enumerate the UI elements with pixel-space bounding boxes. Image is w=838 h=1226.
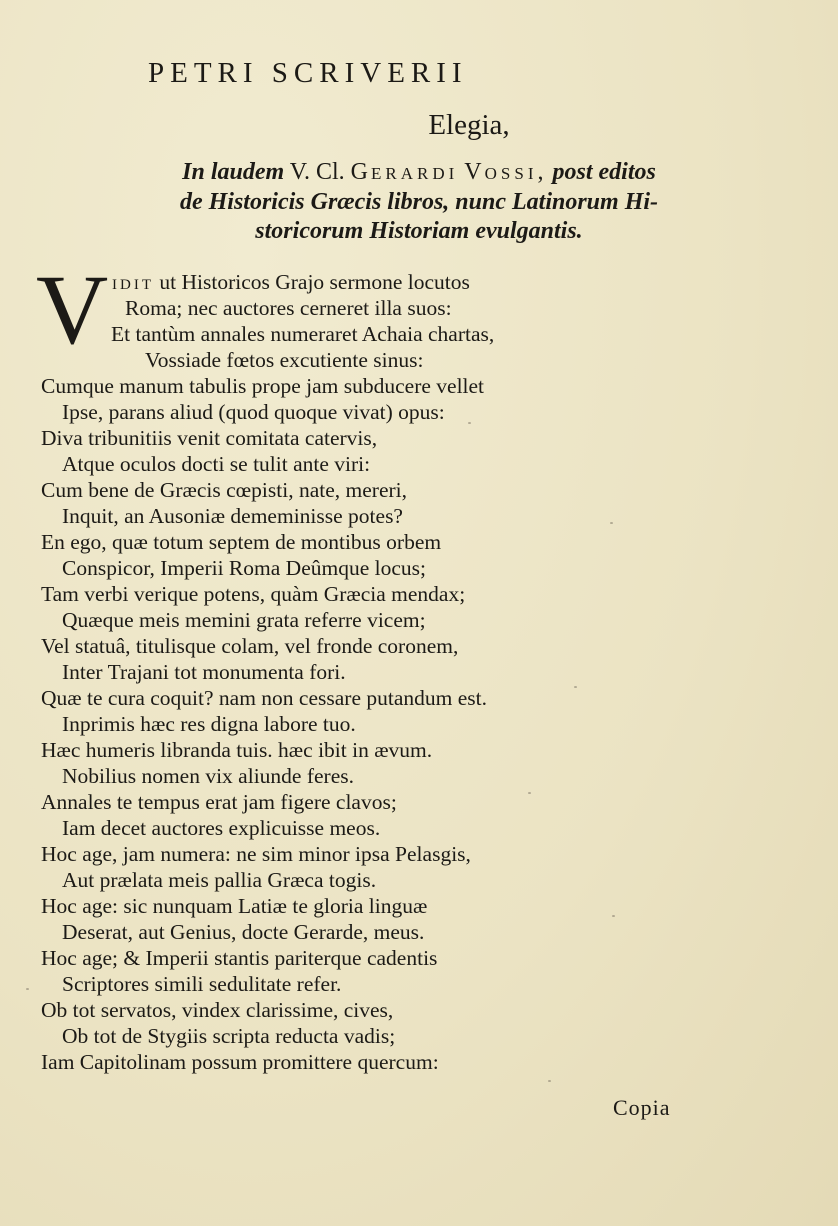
verse-line: Deserat, aut Genius, docte Gerarde, meus.	[62, 920, 425, 944]
dedication-line-1	[60, 158, 778, 188]
paper-speck	[548, 1080, 551, 1082]
paper-speck	[468, 422, 471, 424]
paper-speck	[610, 522, 613, 524]
verse-line: Ob tot servatos, vindex clarissime, cives,	[41, 998, 394, 1022]
verse-line: Vossiade fœtos excutiente sinus:	[145, 348, 424, 372]
verse-line: Ipse, parans aliud (quod quoque vivat) opus:	[62, 400, 445, 424]
verse-line: Nobilius nomen vix aliunde feres.	[62, 764, 354, 788]
dedication-line-2: de Historicis Græcis libros, nunc Latinorum Hi-	[179, 189, 659, 215]
verse-line: En ego, quæ totum septem de montibus orbem	[41, 530, 442, 554]
verse-line: Annales te tempus erat jam figere clavos;	[41, 790, 397, 814]
dedication-title: V. Cl.	[289, 159, 345, 185]
verse-line: Iam Capitolinam possum promittere quercum:	[41, 1050, 439, 1074]
paper-speck	[528, 792, 531, 794]
verse-line: Hoc age, jam numera: ne sim minor ipsa Pelasgis,	[41, 842, 471, 866]
dedication-post-editos: post editos	[552, 159, 656, 185]
paper-speck	[612, 915, 615, 917]
drop-cap: V	[36, 254, 109, 365]
verse-line: Tam verbi verique potens, quàm Græcia mendax;	[41, 582, 466, 606]
verse-line: Hoc age: sic nunquam Latiæ te gloria linguæ	[41, 894, 428, 918]
verse-line: Inter Trajani tot monumenta fori.	[62, 660, 346, 684]
verse-line: Conspicor, Imperii Roma Deûmque locus;	[62, 556, 426, 580]
verse-line: Et tantùm annales numeraret Achaia chartas,	[111, 322, 495, 346]
verse-line: Iam decet auctores explicuisse meos.	[62, 816, 381, 840]
paper-speck	[26, 988, 29, 990]
dedication-surname: VOSSI,	[464, 159, 547, 185]
verse-line: Quæque meis memini grata referre vicem;	[62, 608, 426, 632]
verse-line: Hæc humeris libranda tuis. hæc ibit in ævum.	[41, 738, 433, 762]
dedication-first-name: GERARDI	[350, 159, 459, 185]
verse-line: Inprimis hæc res digna labore tuo.	[62, 712, 356, 736]
verse-line: Vel statuâ, titulisque colam, vel fronde coronem,	[41, 634, 459, 658]
verse-line: Diva tribunitiis venit comitata catervis,	[41, 426, 378, 450]
verse-line: Hoc age; & Imperii stantis pariterque cadentis	[41, 946, 438, 970]
verse-line: Quæ te cura coquit? nam non cessare putandum est.	[41, 686, 487, 710]
paper-speck	[574, 686, 577, 688]
dedication-line-3: storicorum Historiam evulgantis.	[255, 218, 583, 244]
catchword: Copia	[613, 1095, 671, 1120]
verse-line: Cumque manum tabulis prope jam subducere vellet	[41, 374, 485, 398]
verse-line: Aut prælata meis pallia Græca togis.	[62, 868, 377, 892]
dedication-in-laudem: In laudem	[182, 159, 285, 185]
first-word: IDIT	[112, 277, 154, 293]
dedication	[0, 158, 838, 246]
verse-line: Scriptores simili sedulitate refer.	[62, 972, 342, 996]
verse-line: Cum bene de Græcis cœpisti, nate, mereri,	[41, 478, 407, 502]
running-head: PETRI SCRIVERII	[148, 57, 468, 89]
verse-line: Ob tot de Stygiis scripta reducta vadis;	[62, 1024, 396, 1048]
poem-heading: Elegia,	[428, 109, 510, 141]
verse-line: Roma; nec auctores cerneret illa suos:	[125, 296, 452, 320]
verse-line: IDIT ut Historicos Grajo sermone locutos	[112, 270, 470, 294]
verse-line: Inquit, an Ausoniæ dememinisse potes?	[62, 504, 403, 528]
verse-line: Atque oculos docti se tulit ante viri:	[62, 452, 371, 476]
